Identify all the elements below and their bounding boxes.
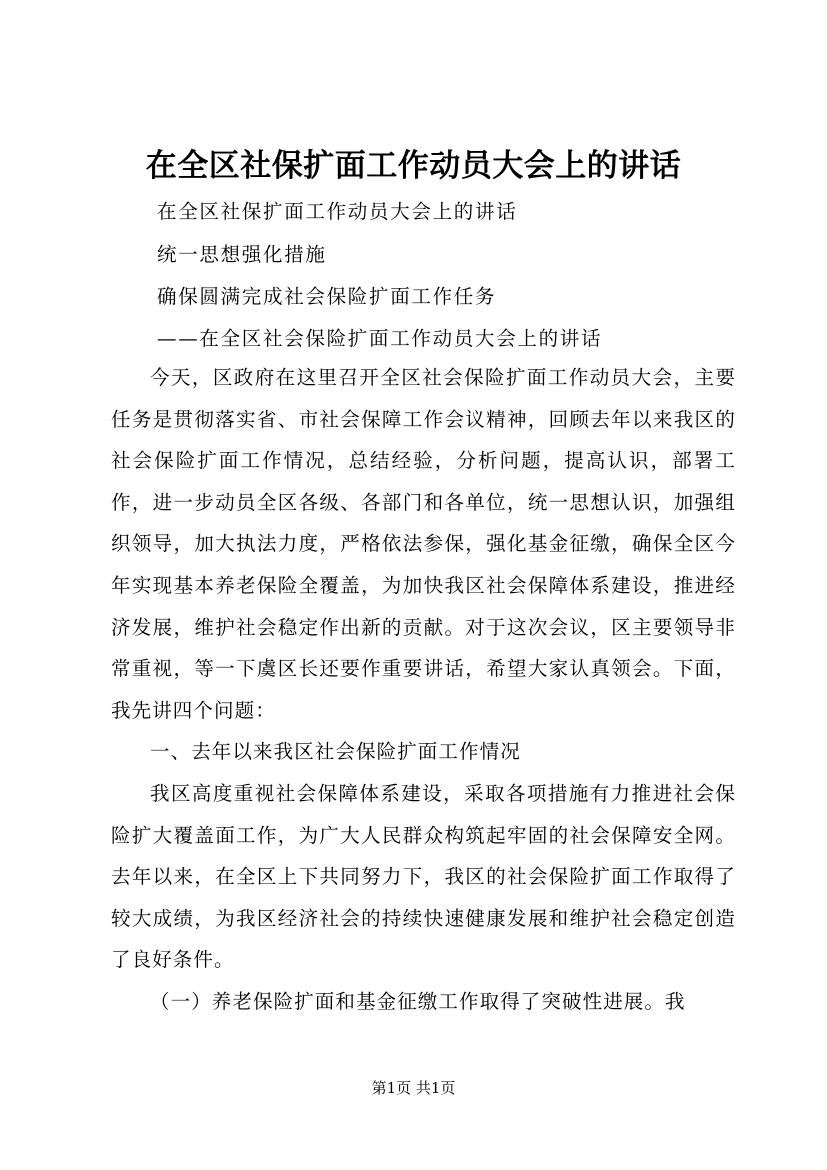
document-body xyxy=(111,357,736,1023)
subtitle-line: ——在全区社会保险扩面工作动员大会上的讲话 xyxy=(157,327,603,350)
body-paragraph: 我区高度重视社会保障体系建设，采取各项措施有力推进社会保险扩大覆盖面工作，为广大人民群众构筑起牢固的社会保障安全网。去年以来，在全区上下共同努力下，我区的社会保险扩面工作取得了较大成绩，为我区经济社会的持续快速健康发展和维护社会稳定创造了良好条件。 xyxy=(111,781,736,972)
subtitle-line: 在全区社保扩面工作动员大会上的讲话 xyxy=(157,200,518,223)
body-paragraph: （一）养老保险扩面和基金征缴工作取得了突破性进展。我 xyxy=(150,989,686,1013)
page-footer: 第1页 共1页 xyxy=(371,1079,456,1097)
body-paragraph: 今天，区政府在这里召开全区社会保险扩面工作动员大会，主要任务是贯彻落实省、市社会保障工作会议精神，回顾去年以来我区的社会保险扩面工作情况，总结经验，分析问题，提高认识，部署工作，进一步动员全区各级、各部门和各单位，统一思想认识，加强组织领导，加大执法力度，严格依法参保，强化基金征缴，确保全区今年实现基本养老保险全覆盖，为加快我区社会保障体系建设，推进经济发展，维护社会稳定作出新的贡献。对于这次会议，区主要领导非常重视，等一下虞区长还要作重要讲话，希望大家认真领会。下面，我先讲四个问题： xyxy=(111,366,736,722)
subtitle-line: 统一思想强化措施 xyxy=(157,243,327,266)
section-heading: 一、去年以来我区社会保险扩面工作情况 xyxy=(150,740,521,764)
subtitle-line: 确保圆满完成社会保险扩面工作任务 xyxy=(157,285,497,308)
document-title: 在全区社保扩面工作动员大会上的讲话 xyxy=(145,148,682,184)
